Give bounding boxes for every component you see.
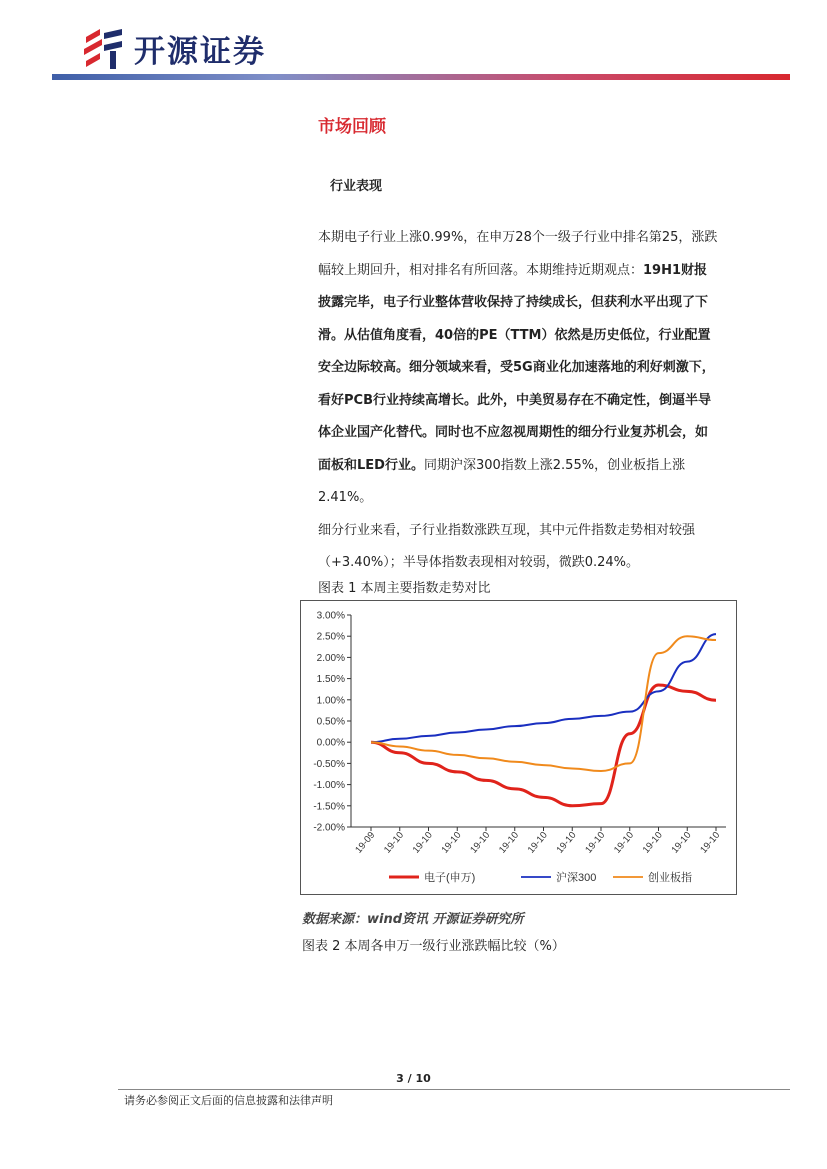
body-text [318,222,718,580]
y-tick-label: 2.00% [316,652,345,664]
series-line-3 [371,636,716,771]
series-line-1 [371,685,716,806]
x-tick-label: 19-10 [669,829,694,856]
x-tick-label: 19-10 [525,829,550,856]
legend-label: 沪深300 [556,872,597,884]
x-tick-label: 19-10 [410,829,435,856]
footer-divider [118,1089,790,1090]
paragraph-1-highlight: 19H1财报披露完毕，电子行业整体营收保持了持续成长，但获利水平出现了下滑。从估值角度看，40倍的PE（TTM）依然是历史低位，行业配置安全边际较高。细分领域来看，受5G商业化加速落地的利好刺激下，看好PCB行业持续高增长。此外，中美贸易存在不确定性，倒逼半导体企业国产化替代。同时也不应忽视周期性的细分行业复苏机会，如面板和LED行业。 [318,262,715,473]
paragraph-1-lead: 本期电子行业上涨0.99%，在申万28个一级子行业中排名第25，涨跌幅较上期回升，相对排名有所回落。本期维持近期观点： [318,230,718,278]
y-tick-label: 1.00% [316,695,345,707]
figure-1-source: 数据来源：wind资讯 开源证券研究所 [302,912,524,927]
chart-svg [301,601,736,894]
y-tick-label: 3.00% [316,610,345,622]
y-tick-label: 1.50% [316,674,345,686]
x-tick-label: 19-10 [611,829,637,856]
y-tick-label: -1.00% [313,780,345,792]
paragraph-1 [318,222,718,515]
brand-name: 开源证券 [134,33,266,70]
section-title: 市场回顾 [318,117,386,137]
y-tick-label: 0.50% [316,716,345,728]
x-tick-label: 19-10 [554,829,579,856]
footer-disclaimer: 请务必参阅正文后面的信息披露和法律声明 [124,1094,333,1107]
legend-label: 电子(申万) [424,872,476,884]
legend-label: 创业板指 [648,872,692,884]
x-tick-label: 19-10 [583,829,608,856]
x-tick-label: 19-10 [439,829,464,856]
brand-logo [80,25,266,71]
y-tick-label: 0.00% [316,737,345,749]
series-line-2 [371,634,716,742]
y-tick-label: -0.50% [313,758,345,770]
figure-1-caption: 图表 1 本周主要指数走势对比 [318,581,491,596]
paragraph-2: 细分行业来看，子行业指数涨跌互现，其中元件指数走势相对较强（+3.40%）；半导体指数表现相对较弱，微跌0.24%。 [318,522,696,570]
x-tick-label: 19-10 [698,829,723,856]
x-tick-label: 19-10 [468,829,493,856]
header-divider [52,74,790,80]
y-tick-label: -2.00% [313,822,345,834]
y-tick-label: -1.50% [313,801,345,813]
y-tick-label: 2.50% [316,631,345,643]
section-subtitle: 行业表现 [330,179,383,194]
x-tick-label: 19-10 [381,829,407,856]
figure-2-caption: 图表 2 本周各申万一级行业涨跌幅比较（%） [302,939,565,954]
x-tick-label: 19-10 [496,829,522,856]
x-tick-label: 19-09 [353,829,378,856]
x-tick-label: 19-10 [640,829,665,856]
page-number: 3 / 10 [396,1072,431,1085]
logo-icon [80,25,126,71]
paragraph-1-tail: 同期沪深300指数上涨2.55%，创业板指上涨2.41%。 [318,457,686,505]
index-trend-chart [300,600,737,895]
